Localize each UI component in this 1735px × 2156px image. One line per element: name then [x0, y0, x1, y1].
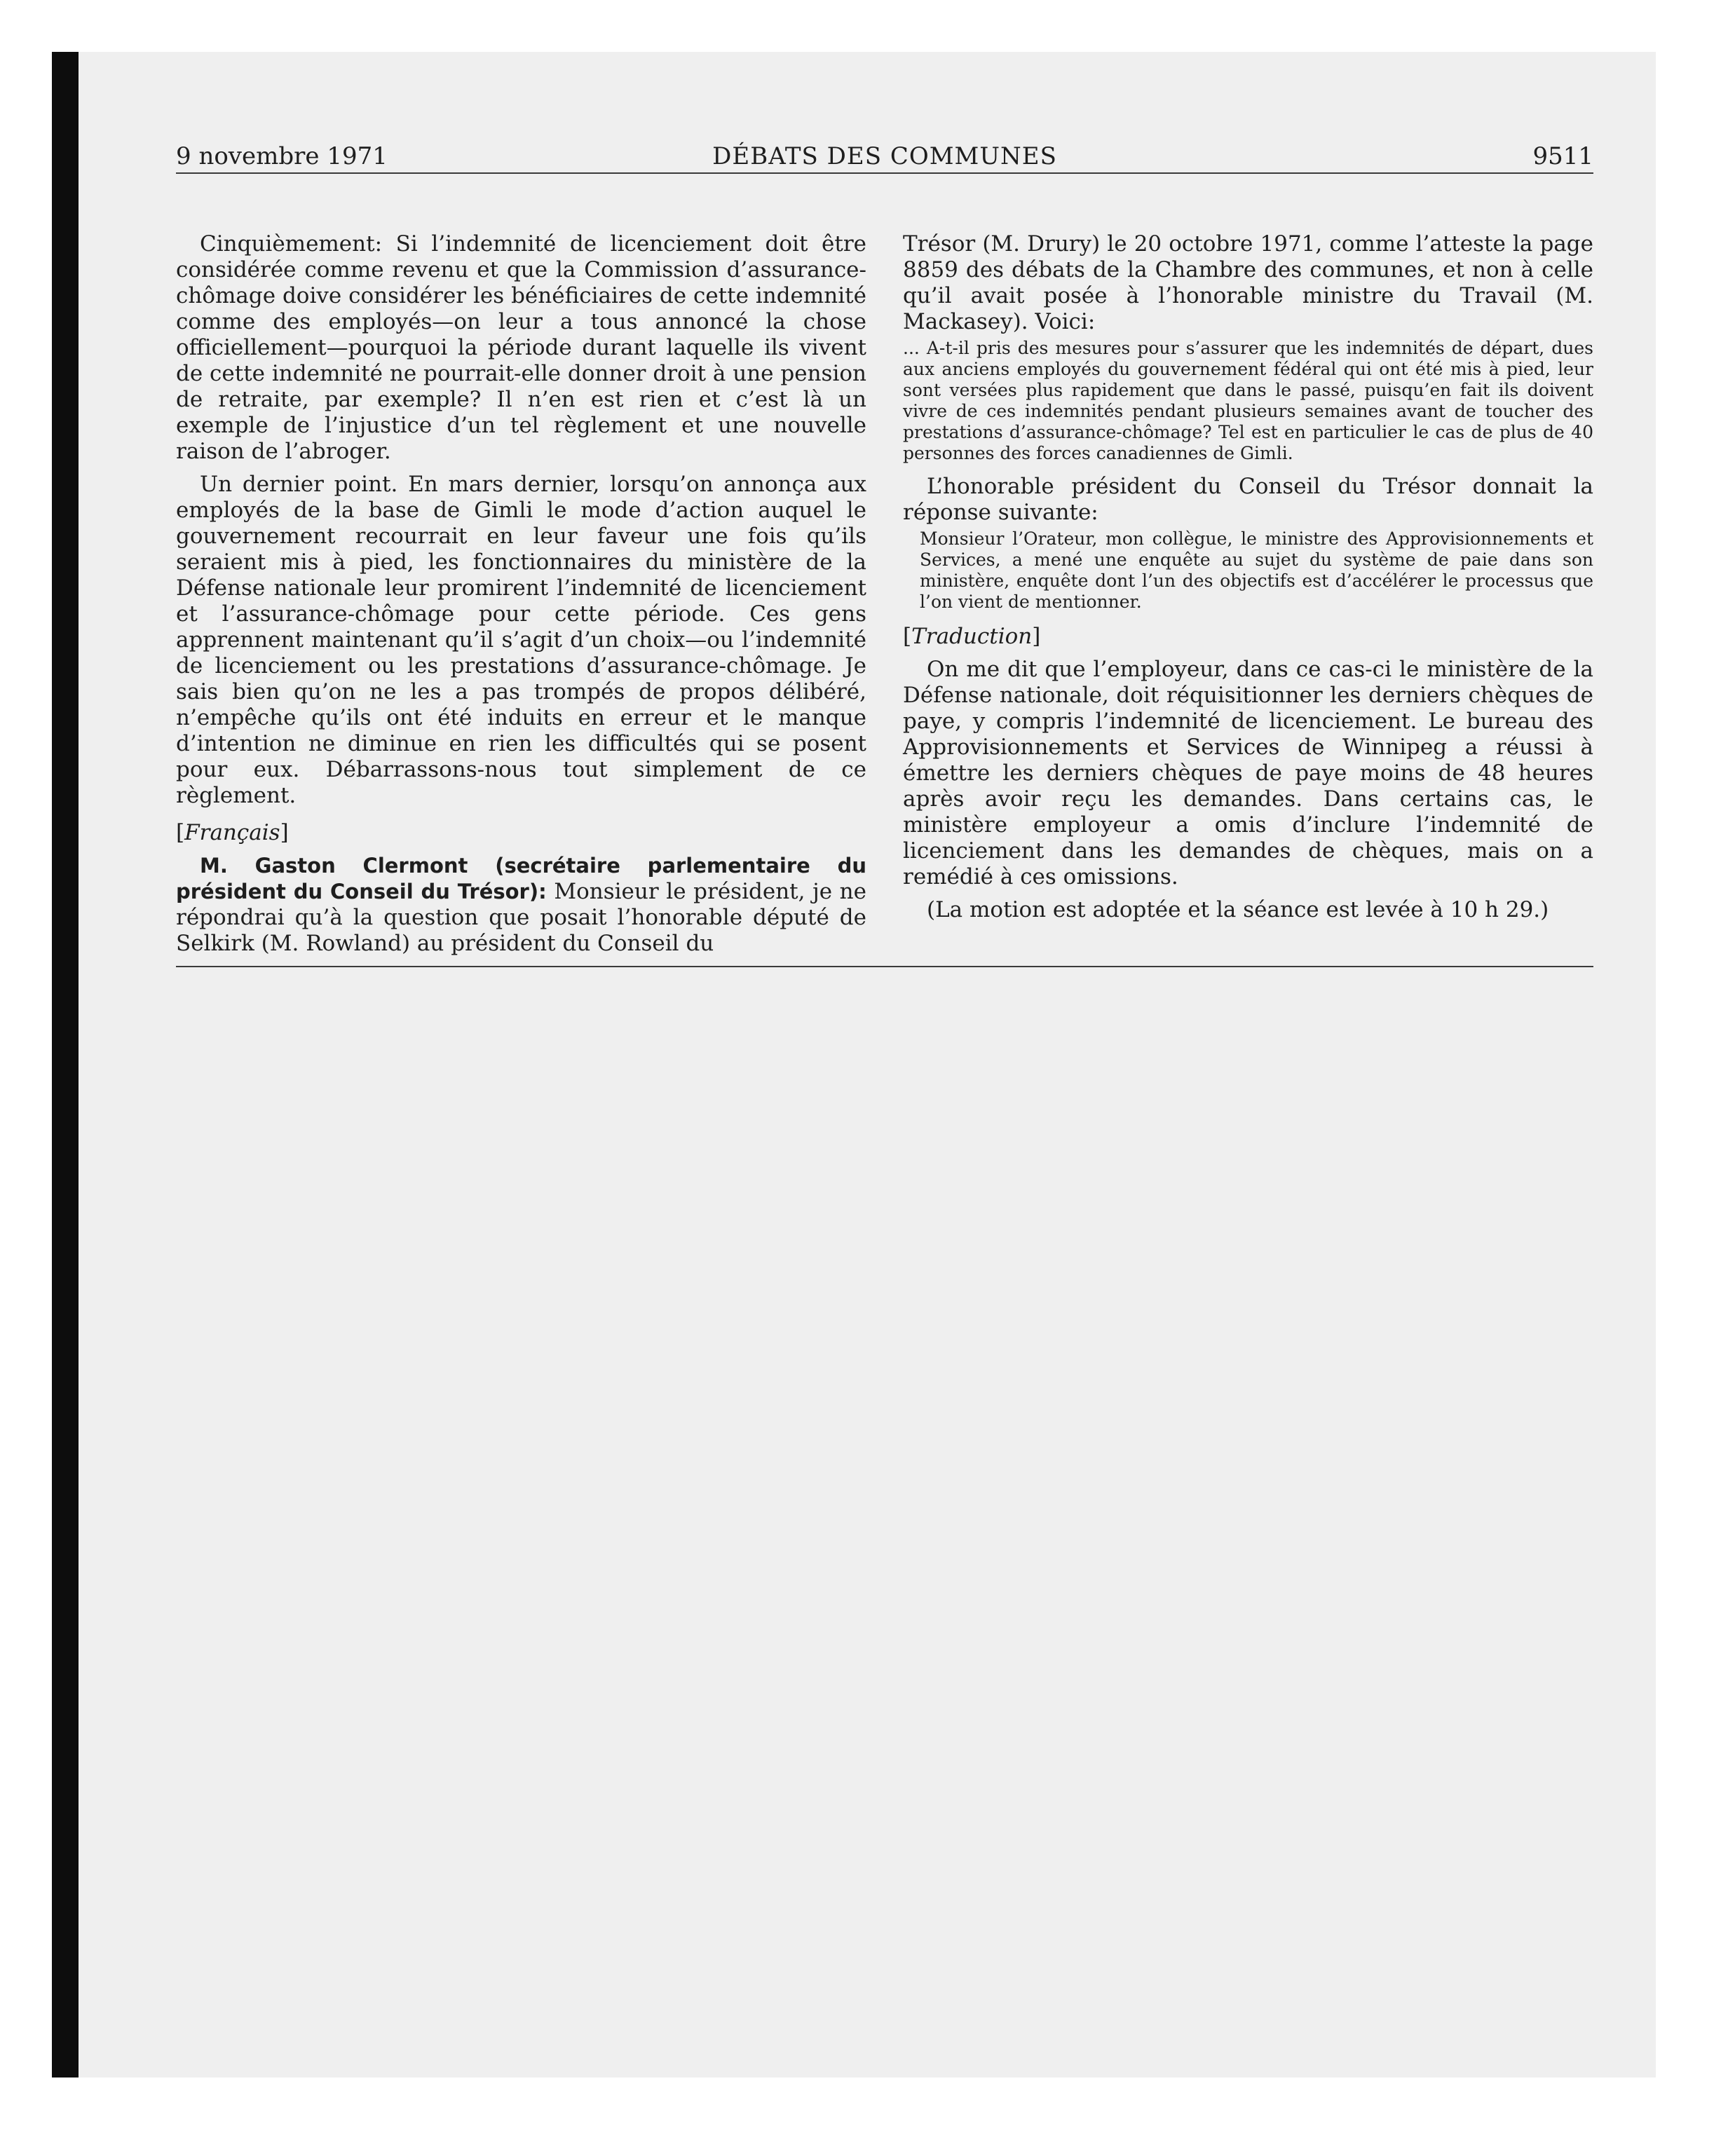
paragraph-clermont: [176, 853, 866, 957]
paragraph-clermont-text: Monsieur le président, je ne répondrai qu’à la question que posait l’honorable député de Selkirk (M. Rowland) au président du Conseil du: [176, 879, 866, 956]
right-column: [903, 231, 1593, 923]
left-column: [176, 231, 866, 957]
quoted-question: ... A-t-il pris des mesures pour s’assurer que les indemnités de départ, dues aux anciens employés du gouvernement fédéral qui ont été mis à pied, leur sont versées plus rapidement que dans le passé, puisqu’en fait ils doivent vivre de ces indemnités pendant plusieurs semaines avant de toucher des prestations d’assurance-chômage? Tel est en particulier le cas de plus de 40 personnes des forces canadiennes de Gimli.: [903, 338, 1593, 463]
quoted-answer: Monsieur l’Orateur, mon collègue, le ministre des Approvisionnements et Services, a mené une enquête au sujet du système de paie dans son ministère, enquête dont l’un des objectifs est d’accélérer le processus que l’on vient de mentionner.: [920, 528, 1593, 612]
binding-edge: [52, 52, 79, 2077]
paragraph-closing-motion: (La motion est adoptée et la séance est levée à 10 h 29.): [927, 897, 1549, 922]
header-page-number: 9511: [1532, 142, 1593, 170]
paragraph-dernier-point: Un dernier point. En mars dernier, lorsqu’on annonça aux employés de la base de Gimli le mode d’action auquel le gouvernement recourrait en leur faveur une fois qu’ils seraient mis à pied, les fonctionnaires du ministère de la Défense nationale leur promirent l’indemnité de licenciement et l’assurance-chômage pour cette période. Ces gens apprennent maintenant qu’il s’agit d’un choix—ou l’indemnité de licenciement ou les prestations d’assurance-chômage. Je sais bien qu’on ne les a pas trompés de propos délibéré, n’empêche qu’ils ont été induits en erreur et le manque d’intention ne diminue en rien les difficultés qui se posent pour eux. Débarrassons-nous tout simplement de ce règlement.: [176, 472, 866, 808]
end-rule: [176, 966, 1593, 967]
language-tag-traduction: [Traduction]: [903, 624, 1041, 649]
paragraph-reponse-intro: L’honorable président du Conseil du Trésor donnait la réponse suivante:: [903, 474, 1593, 525]
header-title: DÉBATS DES COMMUNES: [712, 142, 1057, 170]
language-tag-francais: [Français]: [176, 820, 289, 845]
header-date: 9 novembre 1971: [176, 142, 388, 170]
paragraph-cinquiemement: Cinquièmement: Si l’indemnité de licenciement doit être considérée comme revenu et que la Commission d’assurance-chômage doive considérer les bénéficiaires de cette indemnité comme des employés—on leur a tous annoncé la chose officiellement—pourquoi la période durant laquelle ils vivent de cette indemnité ne pourrait-elle donner droit à une pension de retraite, par exemple? Il n’en est rien et c’est là un exemple de l’injustice d’un tel règlement et une nouvelle raison de l’abroger.: [176, 231, 866, 464]
paragraph-tresor-continuation: Trésor (M. Drury) le 20 octobre 1971, comme l’atteste la page 8859 des débats de la Chambre des communes, et non à celle qu’il avait posée à l’honorable ministre du Travail (M. Mackasey). Voici:: [903, 231, 1593, 334]
language-tag-traduction-text: Traduction: [911, 624, 1033, 649]
running-head: [176, 140, 1593, 174]
paragraph-employeur: On me dit que l’employeur, dans ce cas-ci le ministère de la Défense nationale, doit réquisitionner les derniers chèques de paye, y compris l’indemnité de licenciement. Le bureau des Approvisionnements et Services de Winnipeg a réussi à émettre les derniers chèques de paye moins de 48 heures après avoir reçu les demandes. Dans certains cas, le ministère employeur a omis d’inclure l’indemnité de licenciement dans les demandes de chèques, mais on a remédié à ces omissions.: [903, 657, 1593, 889]
speaker-name: M. Gaston Clermont (secrétaire parlementaire du président du Conseil du Trésor):: [176, 854, 866, 903]
language-tag-francais-text: Français: [184, 820, 280, 845]
